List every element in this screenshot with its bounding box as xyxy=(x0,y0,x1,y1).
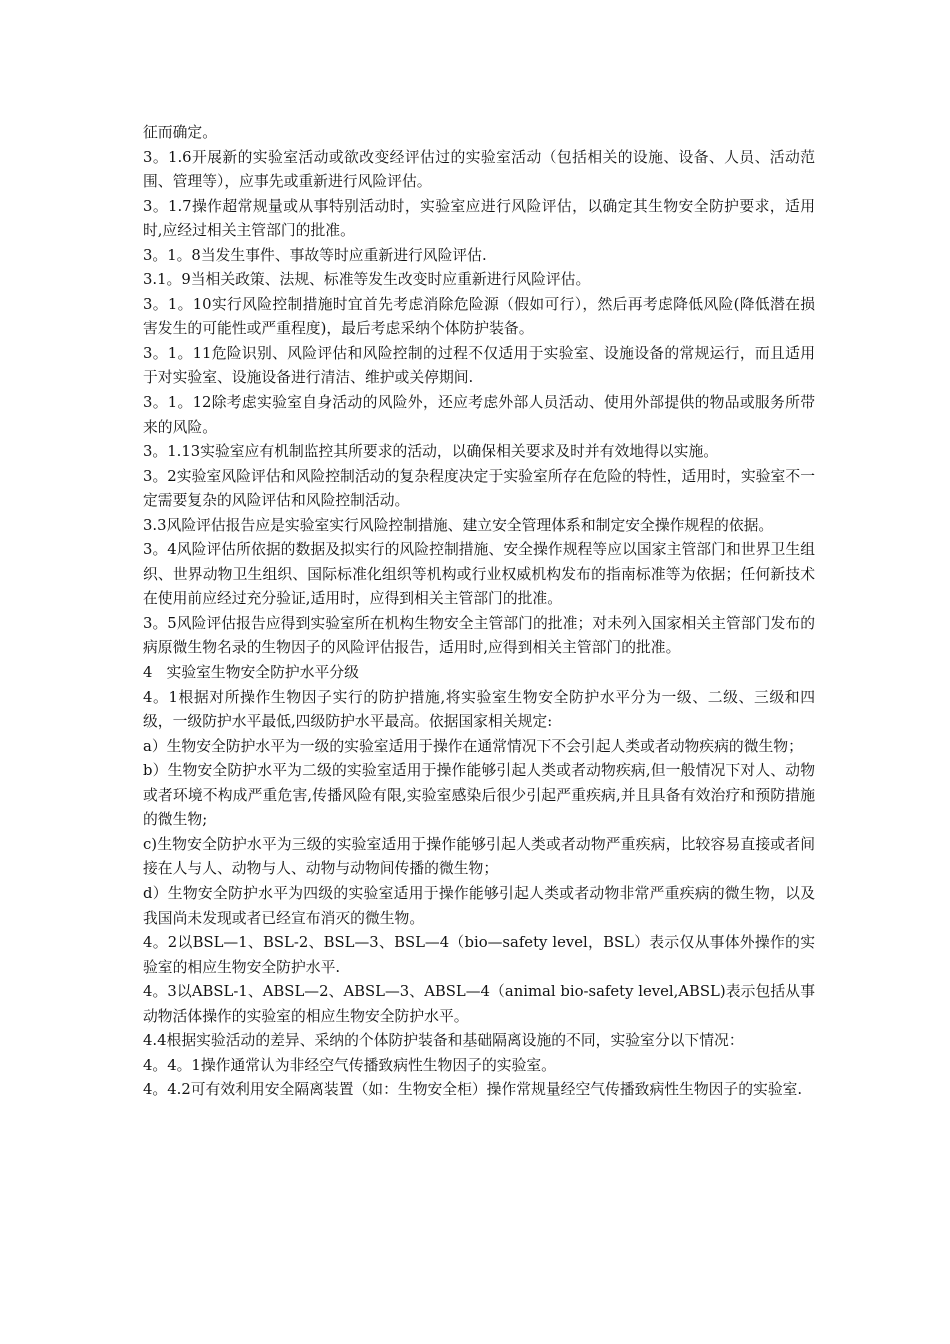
paragraph-3-1-7: 3。1.7操作超常规量或从事特别活动时，实验室应进行风险评估，以确定其生物安全防护要求，适用时,应经过相关主管部门的批准。 xyxy=(143,197,815,240)
list-item-d: d）生物安全防护水平为四级的实验室适用于操作能够引起人类或者动物非常严重疾病的微生物，以及我国尚未发现或者已经宣布消灭的微生物。 xyxy=(143,884,815,927)
paragraph-3-2: 3。2实验室风险评估和风险控制活动的复杂程度决定于实验室所存在危险的特性，适用时，实验室不一定需要复杂的风险评估和风险控制活动。 xyxy=(143,467,815,510)
paragraph-4-4-1: 4。4。1操作通常认为非经空气传播致病性生物因子的实验室。 xyxy=(143,1056,556,1074)
list-item-b: b）生物安全防护水平为二级的实验室适用于操作能够引起人类或者动物疾病,但一般情况下对人、动物或者环境不构成严重危害,传播风险有限,实验室感染后很少引起严重疾病,并且具备有效治疗和预防措施的微生物; xyxy=(143,762,815,829)
paragraph-4-2: 4。2以BSL—1、BSL-2、BSL—3、BSL—4（bio—safety level，BSL）表示仅从事体外操作的实验室的相应生物安全防护水平. xyxy=(143,934,815,976)
paragraph-3-1-9: 3.1。9当相关政策、法规、标准等发生改变时应重新进行风险评估。 xyxy=(143,271,591,289)
list-item-a: a）生物安全防护水平为一级的实验室适用于操作在通常情况下不会引起人类或者动物疾病的微生物； xyxy=(143,737,803,755)
paragraph-4-1: 4。1根据对所操作生物因子实行的防护措施,将实验室生物安全防护水平分为一级、二级、三级和四级，一级防护水平最低,四级防护水平最高。依据国家相关规定: xyxy=(143,688,815,731)
paragraph-3-1-13: 3。1.13实验室应有机制监控其所要求的活动，以确保相关要求及时并有效地得以实施。 xyxy=(143,443,719,461)
list-item-c: c)生物安全防护水平为三级的实验室适用于操作能够引起人类或者动物严重疾病，比较容易直接或者间接在人与人、动物与人、动物与动物间传播的微生物； xyxy=(143,835,815,878)
paragraph-3-4: 3。4风险评估所依据的数据及拟实行的风险控制措施、安全操作规程等应以国家主管部门和世界卫生组织、世界动物卫生组织、国际标准化组织等机构或行业权威机构发布的指南标准等为依据；任何新技术在使用前应经过充分验证,适用时，应得到相关主管部门的批准。 xyxy=(143,541,815,608)
paragraph-3-1-8: 3。1。8当发生事件、事故等时应重新进行风险评估. xyxy=(143,246,487,264)
paragraph-4-4: 4.4根据实验活动的差异、采纳的个体防护装备和基础隔离设施的不同，实验室分以下情况： xyxy=(143,1032,744,1050)
paragraph-4-3: 4。3以ABSL-1、ABSL—2、ABSL—3、ABSL—4（animal bio-safety level,ABSL)表示包括从事动物活体操作的实验室的相应生物安全防护水平。 xyxy=(143,983,815,1025)
document-body xyxy=(143,121,815,1103)
paragraph-3-1-10: 3。1。10实行风险控制措施时宜首先考虑消除危险源（假如可行），然后再考虑降低风险(降低潜在损害发生的可能性或严重程度)，最后考虑采纳个体防护装备。 xyxy=(143,295,815,338)
paragraph-3-1-12: 3。1。12除考虑实验室自身活动的风险外，还应考虑外部人员活动、使用外部提供的物品或服务所带来的风险。 xyxy=(143,394,815,436)
paragraph-3-3: 3.3风险评估报告应是实验室实行风险控制措施、建立安全管理体系和制定安全操作规程的依据。 xyxy=(143,516,774,534)
paragraph-continuation: 征而确定。 xyxy=(143,124,217,141)
section-heading-4: 4 实验室生物安全防护水平分级 xyxy=(143,664,359,682)
paragraph-3-1-11: 3。1。11危险识别、风险评估和风险控制的过程不仅适用于实验室、设施设备的常规运行，而且适用于对实验室、设施设备进行清洁、维护或关停期间. xyxy=(143,344,815,387)
paragraph-3-1-6: 3。1.6开展新的实验室活动或欲改变经评估过的实验室活动（包括相关的设施、设备、人员、活动范围、管理等），应事先或重新进行风险评估。 xyxy=(143,148,815,191)
paragraph-4-4-2: 4。4.2可有效利用安全隔离装置（如：生物安全柜）操作常规量经空气传播致病性生物因子的实验室. xyxy=(143,1081,803,1099)
paragraph-3-5: 3。5风险评估报告应得到实验室所在机构生物安全主管部门的批准；对未列入国家相关主管部门发布的病原微生物名录的生物因子的风险评估报告，适用时,应得到相关主管部门的批准。 xyxy=(143,614,815,657)
